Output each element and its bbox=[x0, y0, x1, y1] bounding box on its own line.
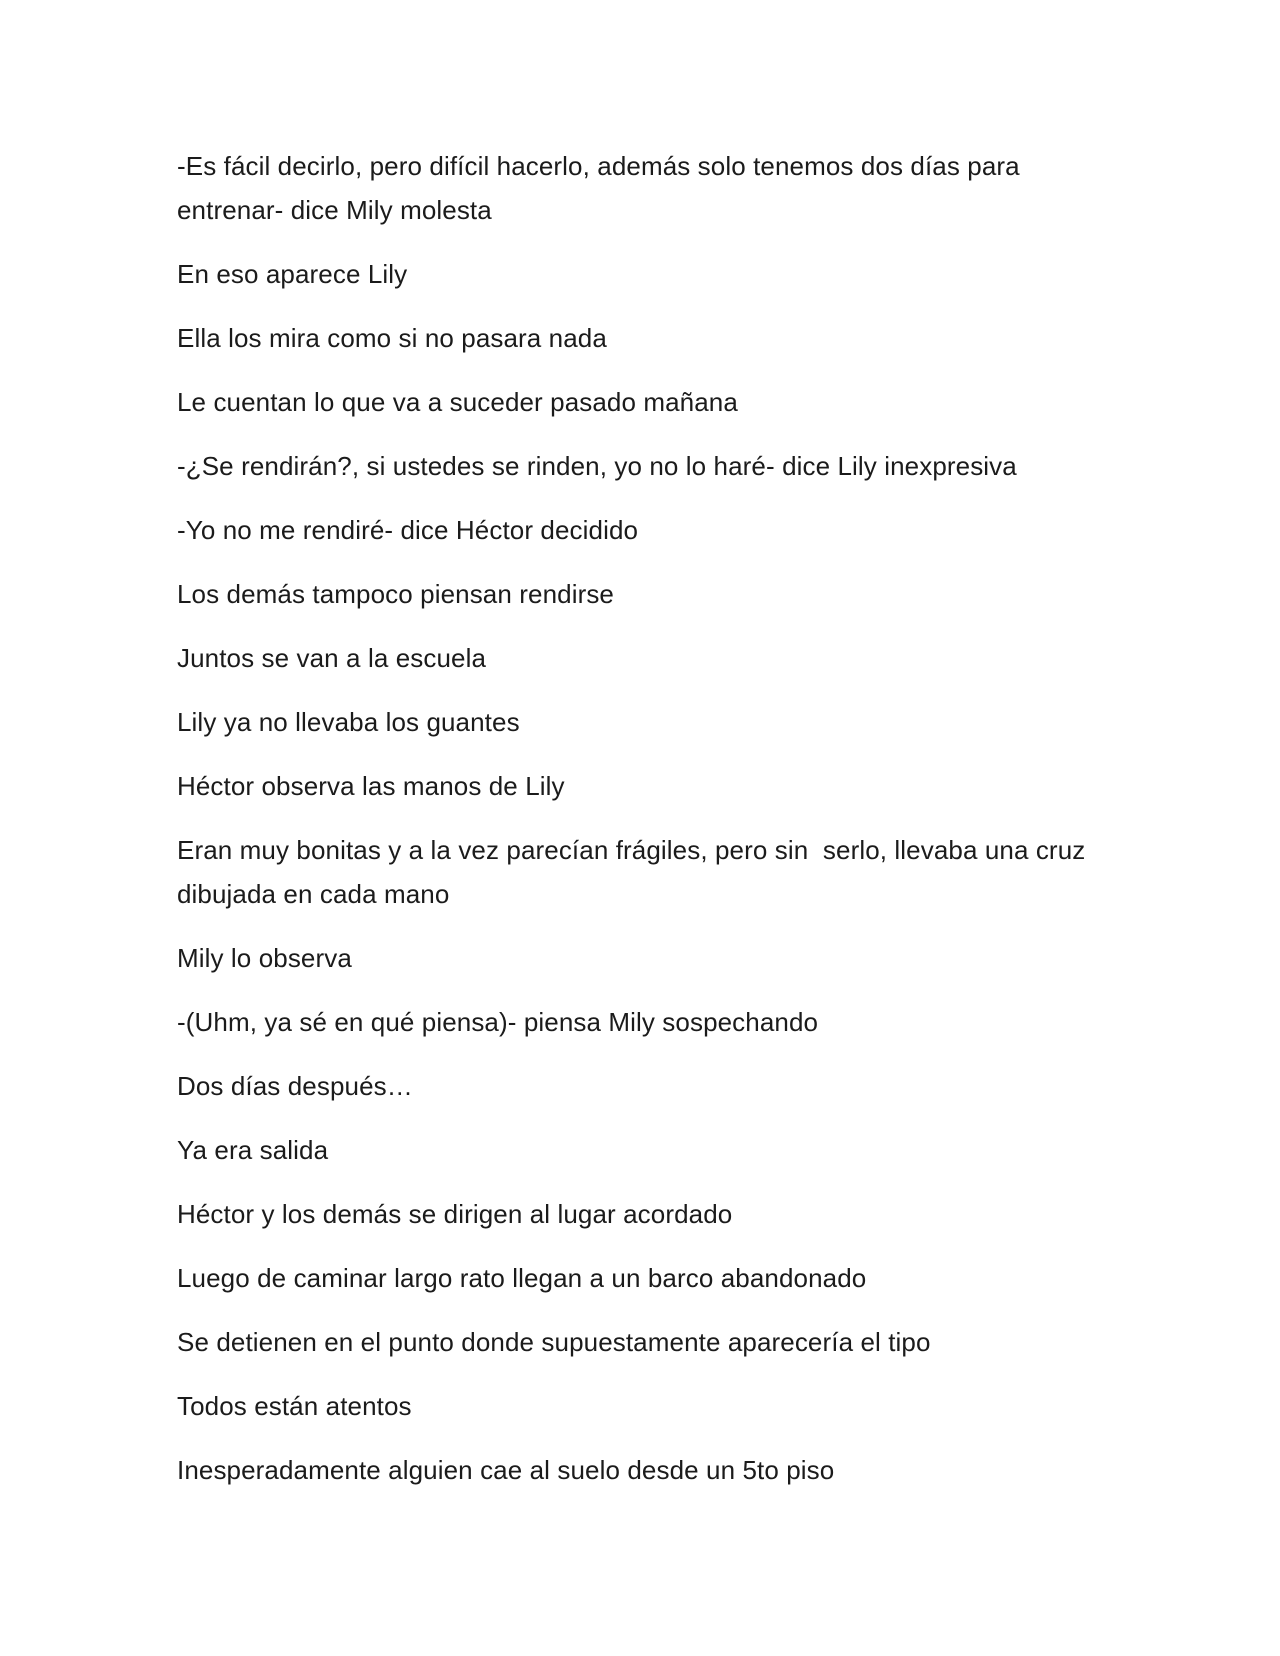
paragraph: -¿Se rendirán?, si ustedes se rinden, yo no lo haré- dice Lily inexpresiva bbox=[177, 451, 1017, 481]
paragraph: Luego de caminar largo rato llegan a un barco abandonado bbox=[177, 1263, 867, 1293]
paragraph: Le cuentan lo que va a suceder pasado mañana bbox=[177, 387, 738, 417]
paragraph: Ya era salida bbox=[177, 1135, 329, 1165]
paragraph: Los demás tampoco piensan rendirse bbox=[177, 579, 614, 609]
paragraph: Se detienen en el punto donde supuestamente aparecería el tipo bbox=[177, 1327, 931, 1357]
paragraph: Mily lo observa bbox=[177, 943, 352, 973]
document-body bbox=[177, 144, 1102, 1512]
paragraph: Juntos se van a la escuela bbox=[177, 643, 487, 673]
paragraph: -Es fácil decirlo, pero difícil hacerlo, además solo tenemos dos días para entrenar- dice Mily molesta bbox=[177, 151, 1028, 225]
paragraph: Lily ya no llevaba los guantes bbox=[177, 707, 520, 737]
paragraph: En eso aparece Lily bbox=[177, 259, 408, 289]
paragraph: Ella los mira como si no pasara nada bbox=[177, 323, 607, 353]
paragraph: Héctor y los demás se dirigen al lugar acordado bbox=[177, 1199, 733, 1229]
paragraph: Dos días después… bbox=[177, 1071, 413, 1101]
paragraph: Inesperadamente alguien cae al suelo desde un 5to piso bbox=[177, 1455, 835, 1485]
paragraph: Todos están atentos bbox=[177, 1391, 412, 1421]
paragraph: -(Uhm, ya sé en qué piensa)- piensa Mily sospechando bbox=[177, 1007, 819, 1037]
paragraph: -Yo no me rendiré- dice Héctor decidido bbox=[177, 515, 639, 545]
paragraph: Héctor observa las manos de Lily bbox=[177, 771, 565, 801]
paragraph: Eran muy bonitas y a la vez parecían frágiles, pero sin serlo, llevaba una cruz dibujada en cada mano bbox=[177, 835, 1093, 909]
